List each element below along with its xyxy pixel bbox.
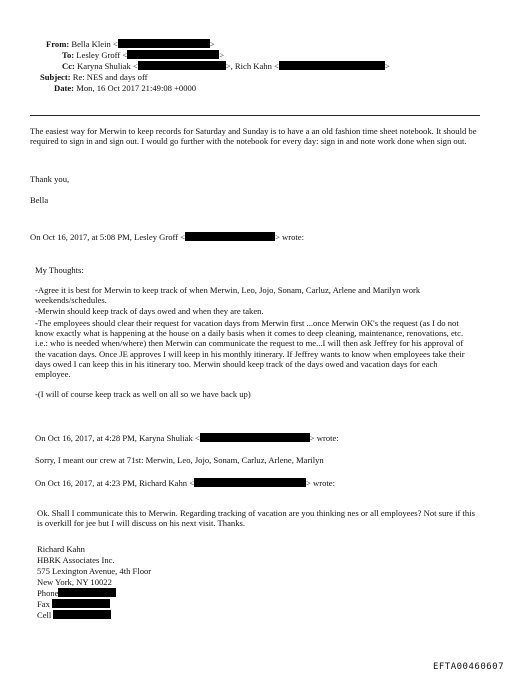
sig-address: 575 Lexington Avenue, 4th Floor (37, 566, 152, 576)
from-value: Bella Klein < (71, 39, 118, 49)
redaction-block (200, 433, 310, 442)
cc-label: Cc: (62, 61, 75, 71)
header-date-row (54, 83, 196, 93)
redaction-block (52, 599, 110, 608)
redaction-block (279, 61, 385, 70)
redaction-block (138, 61, 226, 70)
sig-phone: Phone (37, 588, 116, 598)
to-value: Lesley Groff < (76, 50, 128, 60)
redaction-block (194, 478, 306, 487)
quote3-intro: On Oct 16, 2017, at 4:23 PM, Richard Kahn < > wrote: (35, 478, 335, 488)
sig-city: New York, NY 10022 (37, 577, 112, 587)
redaction-block (58, 588, 116, 597)
sig-fax: Fax (37, 599, 110, 609)
quote1-bullet-2: -Merwin should keep track of days owed and when they are taken. (35, 306, 264, 316)
closing-signature: Bella (30, 195, 49, 205)
cc-value: Karyna Shuliak < (77, 61, 138, 71)
redaction-block (185, 232, 275, 241)
quote2-intro: On Oct 16, 2017, at 4:28 PM, Karyna Shuliak < > wrote: (35, 433, 339, 443)
header-divider (30, 115, 480, 116)
from-label: From: (46, 39, 70, 49)
subject-value: Re: NES and days off (72, 72, 148, 82)
subject-label: Subject: (40, 72, 71, 82)
quote1-bullet-1: -Agree it is best for Merwin to keep track of when Merwin, Leo, Jojo, Sonam, Carluz, Arlene and Marilyn work weekends/schedules. (35, 285, 421, 306)
redaction-block (53, 610, 111, 619)
cc-value2: >, Rich Kahn < (225, 61, 279, 71)
quote1-thoughts: My Thoughts: (35, 265, 84, 275)
header-from-row: From: Bella Klein < > (46, 39, 215, 49)
header-cc-row: Cc: Karyna Shuliak < >, Rich Kahn < > (62, 61, 390, 71)
sig-cell: Cell (37, 610, 111, 620)
quote3-text: Ok. Shall I communicate this to Merwin. Regarding tracking of vacation are you thinking nes or all employees? Not sure if this is overkill for jee but I will discuss on his next visit. Thanks. (37, 508, 475, 529)
redaction-block (127, 50, 219, 59)
date-label: Date: (54, 83, 75, 93)
quote2-text: Sorry, I meant our crew at 71st: Merwin, Leo, Jojo, Sonam, Carluz, Arlene, Marilyn (35, 455, 324, 465)
quote1-bullet-4: -(I will of course keep track as well on all so we have back up) (35, 389, 251, 399)
closing-thanks: Thank you, (30, 174, 70, 184)
sig-company: HBRK Associates Inc. (37, 555, 115, 565)
bates-number: EFTA00460607 (432, 662, 504, 672)
date-value: Mon, 16 Oct 2017 21:49:08 +0000 (76, 83, 197, 93)
header-to-row: To: Lesley Groff < > (62, 50, 225, 60)
quote1-intro: On Oct 16, 2017, at 5:08 PM, Lesley Groff < > wrote: (30, 232, 305, 242)
body-paragraph: The easiest way for Merwin to keep records for Saturday and Sunday is to have a an old fashion time sheet notebook. It should be required to sign in and sign out. I would go further with the notebook for every day: sign in and note work done when sign out. (30, 126, 477, 147)
header-subject-row (40, 72, 148, 82)
sig-name: Richard Kahn (37, 544, 85, 554)
to-label: To: (62, 50, 75, 60)
quote1-bullet-3: -The employees should clear their request for vacation days from Merwin first ...once Merwin OK's the request (as I do not know exactly what is happening at the house on a daily basis when it comes to deep cleaning, maintenance, renovations, etc. i.e.: who is needed when/where) then Merwin can communicate the request to me...I will then ask Jeffrey for his approval of the vacation days. Once JE approves I will keep in his monthly itinerary. If Jeffrey wants to know when employees take their days owed I can keep this in his itinerary too. Merwin should keep track of the days owed and vacation days for each employee. (35, 318, 465, 380)
redaction-block (118, 39, 210, 48)
